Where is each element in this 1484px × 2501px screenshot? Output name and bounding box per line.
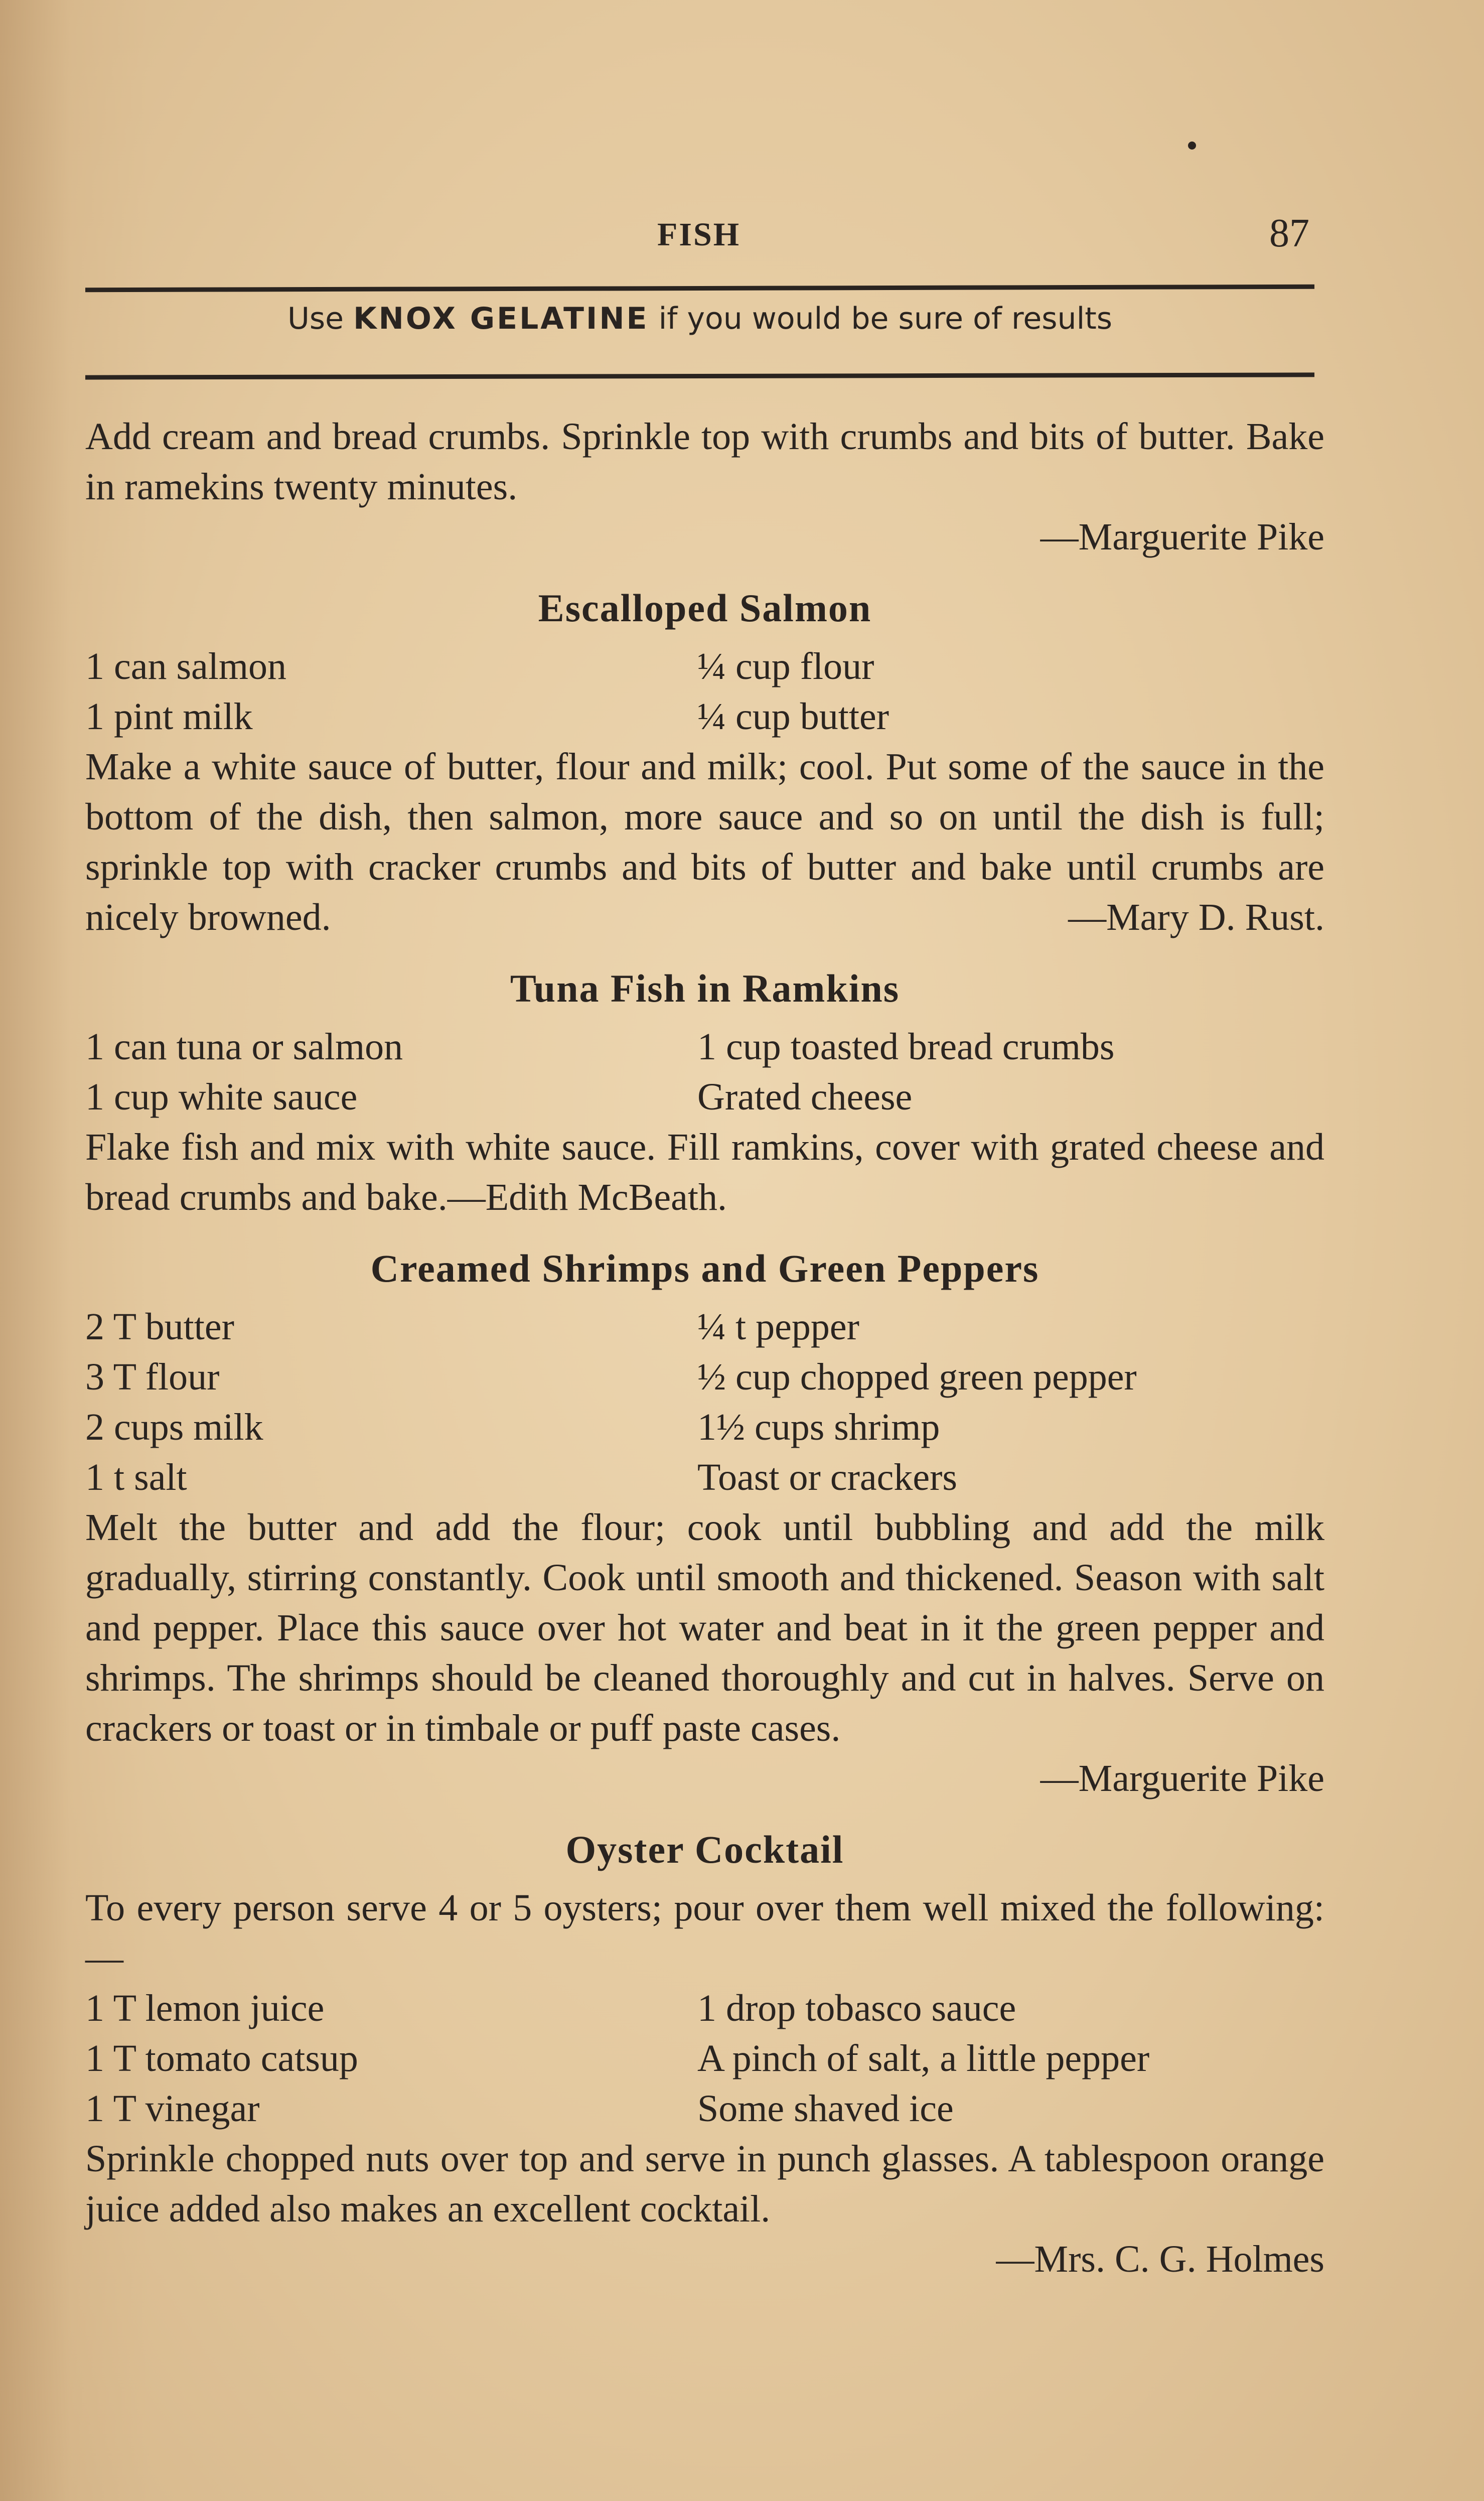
recipe-method: Sprinkle chopped nuts over top and serve in punch glasses. A tablespoon orange juice added also makes an excellent cocktail. — [85, 2138, 1324, 2230]
intro-signature: —Marguerite Pike — [1040, 516, 1324, 558]
recipe-title: Oyster Cocktail — [565, 1828, 844, 1871]
intro-paragraph: Add cream and bread crumbs. Sprinkle top with crumbs and bits of butter. Bake in ramekins twenty minutes. — [85, 415, 1324, 508]
page-content — [85, 411, 1324, 2304]
ingredient-right: ¼ cup butter — [697, 696, 889, 738]
ingredient-right: A pinch of salt, a little pepper — [697, 2037, 1150, 2079]
ingredient-row — [85, 1452, 1324, 1502]
header-rule-bottom — [85, 372, 1314, 379]
ingredient-left: 1 t salt — [85, 1456, 187, 1498]
ink-speck — [1188, 142, 1196, 150]
ingredient-right: ¼ t pepper — [697, 1306, 859, 1348]
ingredient-right: ½ cup chopped green pepper — [697, 1356, 1137, 1398]
recipe-method: Melt the butter and add the flour; cook until bubbling and add the milk gradually, stirring constantly. Cook until smooth and thickened. Season with salt and pepper. Place this sauce over hot water and beat in it the green pepper and shrimps. The shrimps should be cleaned thoroughly and cut in halves. Serve on crackers or toast or in timbale or puff paste cases. — [85, 1506, 1324, 1749]
tagline-brand: KNOX GELATINE — [353, 301, 649, 336]
ingredient-left: 1 T tomato catsup — [85, 2037, 358, 2079]
ingredient-left: 2 cups milk — [85, 1406, 263, 1448]
recipe-method: Make a white sauce of butter, flour and milk; cool. Put some of the sauce in the bottom of the dish, then salmon, more sauce and so on until the dish is full; sprinkle top with cracker crumbs and bits of butter and bake until crumbs are nicely browned. — [85, 746, 1324, 938]
header-rule-top — [85, 285, 1314, 292]
recipe-title: Escalloped Salmon — [538, 586, 872, 630]
recipe-escalloped-salmon — [85, 583, 1324, 942]
tagline-post: if you would be sure of results — [658, 301, 1113, 336]
recipe-tuna-fish-in-ramkins — [85, 963, 1324, 1222]
ingredient-row — [85, 1983, 1324, 2033]
ingredient-row — [85, 1302, 1324, 1352]
recipe-signature: —Mary D. Rust. — [1068, 896, 1324, 938]
ingredient-left: 1 T vinegar — [85, 2088, 260, 2130]
ingredient-row — [85, 2083, 1324, 2134]
ingredient-row — [85, 691, 1324, 742]
ingredient-row — [85, 1022, 1324, 1072]
ingredient-right: 1½ cups shrimp — [697, 1406, 940, 1448]
ingredient-row — [85, 641, 1324, 691]
recipe-title: Creamed Shrimps and Green Peppers — [370, 1246, 1040, 1290]
ingredient-right: 1 cup toasted bread crumbs — [697, 1026, 1115, 1068]
ingredient-right: ¼ cup flour — [697, 645, 874, 687]
ingredient-left: 1 can tuna or salmon — [85, 1026, 403, 1068]
recipe-signature: —Mrs. C. G. Holmes — [996, 2238, 1324, 2280]
ingredient-right: Toast or crackers — [697, 1456, 957, 1498]
ingredient-row — [85, 1072, 1324, 1122]
recipe-oyster-cocktail — [85, 1825, 1324, 2284]
recipe-creamed-shrimps — [85, 1243, 1324, 1803]
advertising-tagline — [85, 301, 1314, 336]
ingredient-row — [85, 1352, 1324, 1402]
recipe-title: Tuna Fish in Ramkins — [510, 966, 900, 1010]
ingredient-row — [85, 2033, 1324, 2083]
ingredient-left: 3 T flour — [85, 1356, 220, 1398]
recipe-method: Flake fish and mix with white sauce. Fill ramkins, cover with grated cheese and bread crumbs and bake.—Edith McBeath. — [85, 1126, 1324, 1218]
section-title: FISH — [657, 216, 741, 253]
running-head — [85, 211, 1319, 266]
ingredient-right: Grated cheese — [697, 1076, 913, 1118]
ingredient-right: Some shaved ice — [697, 2088, 954, 2130]
tagline-pre: Use — [287, 301, 344, 336]
ingredient-row — [85, 1402, 1324, 1452]
ingredient-left: 1 cup white sauce — [85, 1076, 358, 1118]
recipe-signature: —Marguerite Pike — [1040, 1757, 1324, 1799]
page-number: 87 — [1269, 211, 1309, 255]
ingredient-left: 1 T lemon juice — [85, 1987, 325, 2029]
ingredient-left: 1 can salmon — [85, 645, 287, 687]
ingredient-right: 1 drop tobasco sauce — [697, 1987, 1016, 2029]
ingredient-left: 2 T butter — [85, 1306, 234, 1348]
recipe-intro: To every person serve 4 or 5 oysters; pour over them well mixed the following:— — [85, 1887, 1324, 1979]
ingredient-left: 1 pint milk — [85, 696, 253, 738]
